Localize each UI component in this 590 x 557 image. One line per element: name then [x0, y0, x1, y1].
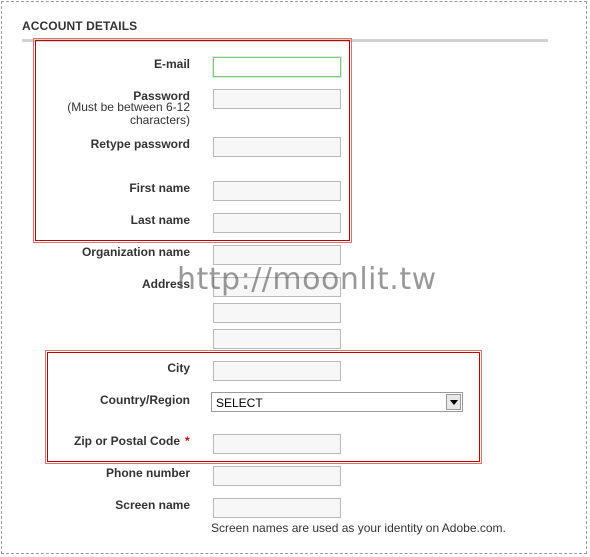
retype-password-field[interactable]	[213, 137, 341, 157]
city-label: City	[167, 361, 190, 375]
zip-label: Zip or Postal Code	[73, 434, 180, 448]
zip-required-marker: *	[185, 434, 190, 448]
zip-field[interactable]	[213, 434, 341, 454]
password-label: Password	[133, 89, 190, 103]
phone-label: Phone number	[105, 466, 190, 480]
organization-label: Organization name	[81, 245, 190, 259]
screen-name-note: Screen names are used as your identity on Adobe.com.	[211, 521, 506, 535]
screen-name-field[interactable]	[213, 498, 341, 518]
password-hint-line2: characters)	[129, 113, 190, 127]
last-name-label: Last name	[130, 213, 190, 227]
email-field[interactable]	[213, 57, 341, 77]
dropdown-arrow-icon[interactable]	[446, 394, 461, 410]
last-name-field[interactable]	[213, 213, 341, 233]
retype-password-label: Retype password	[90, 137, 190, 151]
address-field-2[interactable]	[213, 303, 341, 323]
first-name-label: First name	[129, 181, 190, 195]
address-label: Address	[141, 277, 190, 291]
country-select[interactable]	[211, 392, 463, 412]
section-title: ACCOUNT DETAILS	[22, 19, 138, 33]
address-field-3[interactable]	[213, 329, 341, 349]
watermark: http://moonlit.tw	[177, 262, 437, 297]
password-hint-line1: (Must be between 6-12	[67, 100, 190, 114]
screen-name-label: Screen name	[115, 498, 190, 512]
country-select-value: SELECT	[216, 396, 263, 410]
phone-field[interactable]	[213, 466, 341, 486]
password-field[interactable]	[213, 89, 341, 109]
country-label: Country/Region	[100, 393, 190, 407]
email-label: E-mail	[153, 57, 190, 71]
city-field[interactable]	[213, 361, 341, 381]
first-name-field[interactable]	[213, 181, 341, 201]
